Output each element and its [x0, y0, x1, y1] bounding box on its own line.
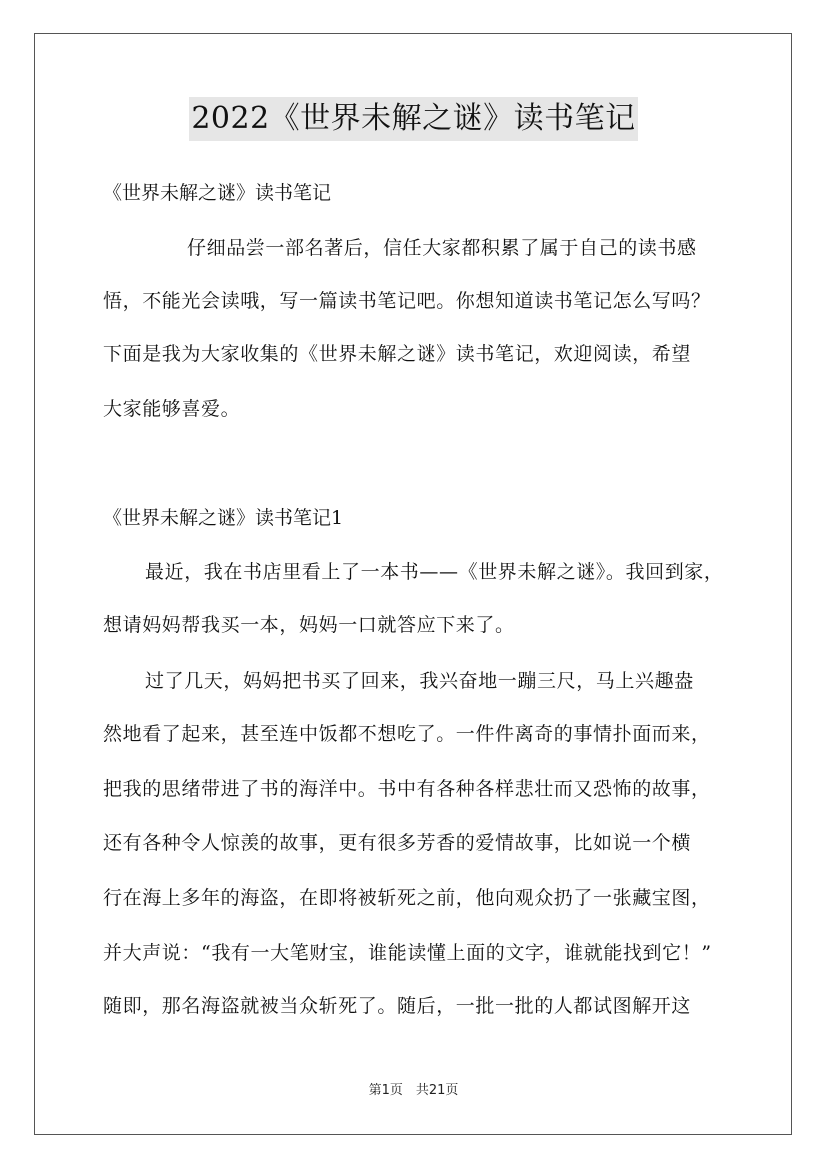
intro-line-3: 下面是我为大家收集的《世界未解之谜》读书笔记，欢迎阅读，希望	[103, 343, 692, 365]
title-container	[0, 97, 827, 141]
intro-line-2: 悟，不能光会读哦，写一篇读书笔记吧。你想知道读书笔记怎么写吗？	[103, 290, 711, 312]
intro-line-1: 仔细品尝一部名著后，信任大家都积累了属于自己的读书感	[187, 237, 697, 259]
body-line-6: 还有各种令人惊羡的故事，更有很多芳香的爱情故事，比如说一个横	[103, 832, 692, 854]
body-line-1: 最近，我在书店里看上了一本书——《世界未解之谜》。我回到家，	[145, 561, 724, 583]
document-subtitle: 《世界未解之谜》读书笔记	[103, 182, 332, 204]
document-title: 2022《世界未解之谜》读书笔记	[189, 97, 637, 141]
body-line-7: 行在海上多年的海盗，在即将被斩死之前，他向观众扔了一张藏宝图，	[103, 887, 711, 909]
body-line-8: 并大声说：“我有一大笔财宝，谁能读懂上面的文字，谁就能找到它！”	[103, 942, 712, 964]
section-heading: 《世界未解之谜》读书笔记1	[103, 507, 344, 529]
body-line-9: 随即，那名海盗就被当众斩死了。随后，一批一批的人都试图解开这	[103, 995, 692, 1017]
intro-line-4: 大家能够喜爱。	[103, 398, 241, 420]
body-line-5: 把我的思绪带进了书的海洋中。书中有各种各样悲壮而又恐怖的故事，	[103, 778, 711, 800]
body-line-4: 然地看了起来，甚至连中饭都不想吃了。一件件离奇的事情扑面而来，	[103, 723, 711, 745]
page-footer: 第1页 共21页	[368, 1083, 459, 1098]
body-line-3: 过了几天，妈妈把书买了回来，我兴奋地一蹦三尺，马上兴趣盎	[145, 670, 694, 692]
body-line-2: 想请妈妈帮我买一本，妈妈一口就答应下来了。	[103, 614, 515, 636]
